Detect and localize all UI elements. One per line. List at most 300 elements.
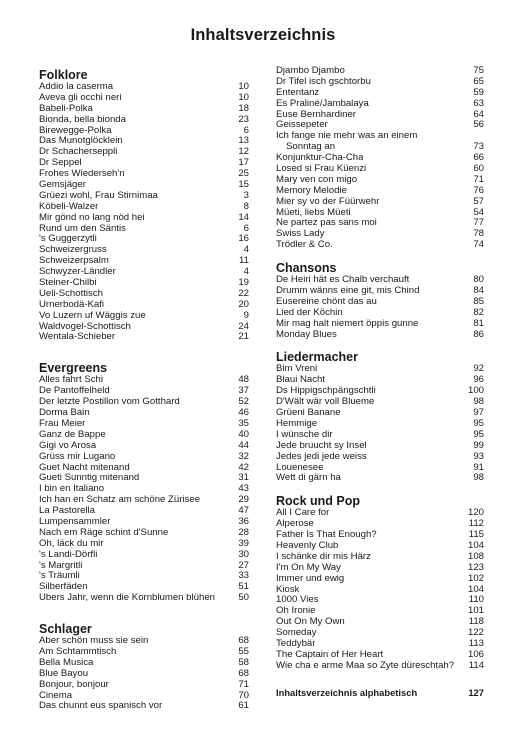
song-title: Es Praliné/Jambalaya [276, 98, 369, 109]
song-title: Übers Jahr, wenn die Kornblumen blühen [39, 593, 215, 604]
page-number: 114 [468, 659, 484, 671]
page-number: 54 [473, 206, 484, 218]
page-number: 4 [243, 244, 249, 256]
page-number: 99 [473, 439, 484, 451]
toc-entry [276, 585, 484, 596]
toc-entry [39, 506, 249, 517]
page-number: 118 [468, 616, 484, 628]
page-number: 15 [238, 179, 249, 191]
page-number: 47 [238, 505, 249, 517]
song-title: Swiss Lady [276, 229, 325, 240]
alphabetical-index-entry [276, 687, 484, 698]
toc-entry [276, 541, 484, 552]
page-number: 43 [238, 483, 249, 495]
page-number: 36 [238, 515, 249, 527]
toc-entry [276, 142, 484, 153]
toc-entry [39, 93, 249, 104]
page-number: 96 [473, 374, 484, 386]
page-number: 23 [238, 113, 249, 125]
song-title: Frohes Wiederseh'n [39, 169, 125, 180]
page-number: 77 [473, 217, 484, 229]
toc-entry [39, 375, 249, 386]
page-number: 3 [243, 189, 249, 201]
page-number: 18 [238, 102, 249, 114]
page-number: 85 [473, 295, 484, 307]
song-title: Gueti Sunntig mitenand [39, 473, 140, 484]
song-title: Lied der Köchin [276, 307, 343, 318]
toc-entry [39, 647, 249, 658]
song-title: Ne partez pas sans moi [276, 218, 377, 229]
toc-entry [39, 473, 249, 484]
toc-entry [39, 701, 249, 712]
page-number: 16 [238, 233, 249, 245]
page-number: 24 [238, 320, 249, 332]
toc-entry [276, 606, 484, 617]
toc-entry [276, 175, 484, 186]
song-title: Grüezi wohl, Frau Stirnimaa [39, 190, 158, 201]
section-gap [276, 484, 484, 494]
song-title: Losed si Frau Küenzi [276, 164, 367, 175]
page-number: 12 [238, 146, 249, 158]
toc-entry [276, 419, 484, 430]
page-number: 61 [238, 700, 249, 712]
song-title: Wett di gärn ha [276, 473, 341, 484]
page-number: 50 [238, 592, 249, 604]
page-number: 9 [243, 309, 249, 321]
song-title: Der letzte Postillon vom Gotthard [39, 397, 180, 408]
song-title: Schweizergruss [39, 245, 107, 256]
song-title: Trödler & Co. [276, 240, 333, 251]
song-title: 's Margritli [39, 560, 83, 571]
song-title: Addio la caserma [39, 82, 114, 92]
song-title: Das Munotglöcklein [39, 136, 123, 147]
toc-entry [276, 131, 484, 142]
toc-entry [276, 441, 484, 452]
page-number: 104 [467, 583, 484, 595]
song-title: Aveva gli occhi neri [39, 92, 122, 103]
page-number: 63 [473, 97, 484, 109]
page-number: 39 [238, 537, 249, 549]
page-number: 11 [239, 255, 249, 267]
toc-entry [276, 563, 484, 574]
toc-entry [276, 617, 484, 628]
page-number: 25 [238, 168, 249, 180]
song-title: Blue Bayou [39, 668, 89, 679]
song-title: I schänke dir mis Härz [276, 551, 371, 562]
page-number: 35 [238, 417, 249, 429]
song-title: Out On My Own [276, 617, 345, 628]
page-number: 95 [473, 428, 484, 440]
song-title: Nach em Räge schint d'Sunne [39, 527, 169, 538]
section-heading: Schlager [39, 622, 92, 637]
song-title: Guet Nacht mitenand [39, 462, 130, 473]
toc-entry [39, 452, 249, 463]
toc-entry [39, 561, 249, 572]
song-title: Geissepeter [276, 120, 328, 131]
toc-entry [276, 473, 484, 484]
song-title: Kiosk [276, 584, 300, 595]
toc-entry [276, 530, 484, 541]
song-title: Sonntag an [286, 142, 336, 153]
toc-entry [276, 375, 484, 386]
page-number: 10 [238, 81, 249, 92]
song-title: Memory Melodie [276, 185, 347, 196]
toc-entry [39, 245, 249, 256]
section-gap [39, 604, 249, 622]
left-column [39, 68, 249, 712]
song-title: Dorma Bain [39, 408, 90, 419]
toc-entry [276, 330, 484, 341]
toc-entry [39, 180, 249, 191]
toc-entry [39, 224, 249, 235]
song-title: D'Wält wär voll Blueme [276, 397, 375, 408]
page-number: 44 [238, 439, 249, 451]
page-number: 82 [473, 306, 484, 318]
toc-entry [39, 300, 249, 311]
song-title: La Pastorella [39, 506, 95, 517]
song-title: Jede bruucht sy Insel [276, 440, 367, 451]
section-heading: Evergreens [39, 361, 108, 376]
toc-entry [276, 208, 484, 219]
song-title: Ueli-Schottisch [39, 288, 103, 299]
song-title: Birewegge-Polka [39, 125, 112, 136]
page-number: 81 [473, 317, 484, 329]
page-number: 21 [238, 331, 249, 343]
toc-entry [276, 153, 484, 164]
song-title: Bionda, bella bionda [39, 114, 126, 125]
page-number: 59 [473, 86, 484, 98]
page-number: 48 [238, 374, 249, 386]
song-title: Bim Vreni [276, 364, 318, 375]
toc-entry [276, 275, 484, 286]
song-title: Immer und ewig [276, 573, 345, 584]
toc-entry [276, 452, 484, 463]
song-title: Drumm wänns eine git, mis Chind [276, 286, 420, 297]
page-number: 51 [238, 581, 249, 593]
song-title: Alles fahrt Schi [39, 375, 103, 386]
toc-entry [39, 126, 249, 137]
toc-entry [39, 528, 249, 539]
song-title: Frau Meier [39, 418, 86, 429]
song-title: Babeli-Polka [39, 103, 93, 114]
page-number: 4 [243, 266, 249, 278]
song-title: De Heiri hät es Chalb verchauft [276, 275, 410, 286]
page-number: 37 [238, 385, 249, 397]
song-title: Steiner-Chilbi [39, 278, 97, 289]
toc-entry [276, 508, 484, 519]
song-title: All I Care for [276, 508, 330, 519]
toc-entry [39, 539, 249, 550]
page-number: 101 [467, 605, 484, 617]
page-number: 95 [473, 417, 484, 429]
song-title: Ganz de Bappe [39, 429, 106, 440]
toc-entry [39, 158, 249, 169]
toc-entry [39, 419, 249, 430]
section-heading: Folklore [39, 68, 88, 82]
section-heading: Liedermacher [276, 350, 358, 365]
song-title: Hemmige [276, 418, 318, 429]
page-number: 98 [473, 396, 484, 408]
toc-entry [276, 364, 484, 375]
song-title: Gigi vo Arosa [39, 440, 97, 451]
page-number: 56 [473, 119, 484, 131]
toc-entry [276, 186, 484, 197]
page-number: 100 [467, 385, 484, 397]
page-number: 102 [467, 572, 484, 584]
song-title: Bella Musica [39, 657, 94, 668]
song-title: Müeti, liebs Müeti [276, 207, 351, 218]
toc-entry [276, 99, 484, 110]
page-number: 106 [467, 648, 484, 660]
song-title: Louenesee [276, 462, 324, 473]
toc-entry [39, 669, 249, 680]
song-title: Wentala-Schieber [39, 332, 116, 343]
page-title: Inhaltsverzeichnis [190, 26, 336, 44]
section-heading: Rock und Pop [276, 494, 361, 509]
toc-entry [276, 88, 484, 99]
toc-entry [39, 115, 249, 126]
toc-entry [39, 571, 249, 582]
section-gap [276, 251, 484, 261]
song-title: Blaui Nacht [276, 375, 326, 386]
toc-entry [276, 240, 484, 251]
song-title: Dr Seppel [39, 158, 82, 169]
song-title: Eusereine chönt das au [276, 296, 377, 307]
song-title: 1000 Vies [276, 595, 319, 606]
page-number: 10 [238, 91, 249, 103]
page-number: 97 [473, 407, 484, 419]
toc-entry [39, 636, 249, 647]
toc-entry [39, 332, 249, 343]
toc-entry [39, 430, 249, 441]
toc-entry [276, 229, 484, 240]
toc-entry [39, 169, 249, 180]
toc-entry [39, 463, 249, 474]
page-number: 32 [238, 450, 249, 462]
page-number: 65 [473, 75, 484, 87]
page-number: 123 [467, 561, 484, 573]
alphabetical-index-page: 127 [468, 686, 484, 698]
song-title: 's Landi-Dörfli [39, 549, 98, 560]
page-number: 112 [468, 518, 484, 530]
page-number: 93 [473, 450, 484, 462]
page-number: 86 [473, 328, 484, 340]
song-title: Schwyzer-Ländler [39, 267, 116, 278]
page-number: 71 [238, 678, 249, 690]
page-number: 20 [238, 298, 249, 310]
page-number: 78 [473, 228, 484, 240]
song-title: Mir mag halt niemert öppis gunne [276, 318, 419, 329]
toc-entry [276, 661, 484, 672]
song-title: Alperose [276, 519, 314, 530]
toc-entry [39, 322, 249, 333]
toc-entry [276, 397, 484, 408]
page-number: 66 [473, 152, 484, 164]
song-title: Konjunktur-Cha-Cha [276, 153, 364, 164]
toc-entry [39, 408, 249, 419]
song-title: Jedes jedi jede weiss [276, 451, 367, 462]
page-number: 68 [238, 635, 249, 647]
page-number: 120 [467, 507, 484, 519]
page-number: 84 [473, 285, 484, 297]
toc-entry [39, 397, 249, 408]
section-heading: Chansons [276, 261, 337, 276]
page-number: 74 [473, 239, 484, 251]
page-number: 80 [473, 274, 484, 286]
toc-entry [39, 517, 249, 528]
song-title: Bonjour, bonjour [39, 679, 109, 690]
song-title: I wünsche dir [276, 429, 333, 440]
toc-entry [39, 386, 249, 397]
toc-entry [276, 430, 484, 441]
song-title: Das chunnt eus spanisch vor [39, 701, 163, 712]
song-title: I bin en Italiano [39, 484, 105, 495]
toc-entry [39, 495, 249, 506]
song-title: Schweizerpsalm [39, 256, 109, 267]
toc-entry [39, 691, 249, 702]
song-title: Köbeli-Walzer [39, 201, 99, 212]
page-number: 58 [238, 656, 249, 668]
toc-entry [276, 77, 484, 88]
page-number: 22 [238, 287, 249, 299]
song-title: I'm On My Way [276, 562, 341, 573]
toc-entry [276, 386, 484, 397]
toc-entry [276, 120, 484, 131]
toc-entry [39, 311, 249, 322]
toc-entry [39, 550, 249, 561]
song-title: Dr Tifel isch gschtorbu [276, 76, 371, 87]
song-title: Mary ven con migo [276, 174, 358, 185]
toc-entry [39, 658, 249, 669]
toc-entry [276, 197, 484, 208]
song-title: 's Träumli [39, 571, 80, 582]
page-number: 113 [468, 637, 484, 649]
toc-entry [39, 202, 249, 213]
toc-entry [276, 595, 484, 606]
page-number: 73 [473, 141, 484, 153]
song-title: Mier sy vo der Füürwehr [276, 196, 380, 207]
toc-entry [39, 213, 249, 224]
page-number: 75 [473, 65, 484, 76]
song-title: Heavenly Club [276, 540, 339, 551]
song-title: Teddybär [276, 638, 316, 649]
song-title: Gemsjäger [39, 180, 86, 191]
toc-entry [39, 82, 249, 93]
right-column [276, 66, 484, 698]
page-number: 57 [473, 195, 484, 207]
page-number: 71 [473, 173, 484, 185]
page-number: 115 [468, 529, 484, 541]
toc-entry [276, 628, 484, 639]
page-number: 42 [238, 461, 249, 473]
song-title: Vo Luzern uf Wäggis zue [39, 310, 146, 321]
page-number: 110 [468, 594, 484, 606]
song-title: Ententanz [276, 87, 320, 98]
toc-entry [276, 319, 484, 330]
song-title: Waldvogel-Schottisch [39, 321, 131, 332]
song-title: Urnerbodä-Kafi [39, 299, 105, 310]
toc-entry [39, 147, 249, 158]
song-title: Aber schön muss sie sein [39, 636, 149, 647]
song-title: Father Is That Enough? [276, 530, 377, 541]
page-number: 60 [473, 163, 484, 175]
song-title: Lumpensammler [39, 516, 111, 527]
page-number: 92 [473, 363, 484, 375]
page-number: 27 [238, 559, 249, 571]
page-number: 33 [238, 570, 249, 582]
page-number: 52 [238, 396, 249, 408]
song-title: Oh, läck du mir [39, 538, 104, 549]
toc-entry [276, 218, 484, 229]
toc-entry [276, 164, 484, 175]
page-number: 76 [473, 184, 484, 196]
song-title: 's Guggerzytli [39, 234, 97, 245]
toc-entry [39, 191, 249, 202]
page-number: 30 [238, 548, 249, 560]
page-number: 29 [238, 494, 249, 506]
toc-entry [39, 104, 249, 115]
song-title: The Captain of Her Heart [276, 649, 384, 660]
toc-entry [276, 650, 484, 661]
song-title: Grüeni Banane [276, 408, 341, 419]
toc-entry [276, 66, 484, 77]
page-number: 64 [473, 108, 484, 120]
toc-entry [276, 639, 484, 650]
toc-entry [39, 441, 249, 452]
page-number: 6 [243, 124, 249, 136]
toc-entry [39, 278, 249, 289]
page-number: 14 [238, 211, 249, 223]
song-title: Rund um den Säntis [39, 223, 126, 234]
song-title: Wie cha e arme Maa so Zyte düreschtah? [276, 660, 455, 671]
page-number: 28 [238, 526, 249, 538]
song-title: Mir gönd no lang nöd hei [39, 212, 145, 223]
page-number: 8 [243, 200, 249, 212]
toc-entry [39, 136, 249, 147]
toc-entry [276, 110, 484, 121]
song-title: Djambo Djambo [276, 66, 345, 76]
page-number: 6 [243, 222, 249, 234]
toc-entry [276, 297, 484, 308]
toc-entry [276, 574, 484, 585]
song-title: Euse Bernhardiner [276, 109, 356, 120]
page-number: 17 [238, 157, 249, 169]
toc-entry [39, 267, 249, 278]
toc-entry [276, 552, 484, 563]
song-title: Grüss mir Lugano [39, 451, 116, 462]
page-number: 68 [238, 667, 249, 679]
song-title: Silberfäden [39, 582, 88, 593]
page-number: 70 [238, 689, 249, 701]
toc-entry [276, 286, 484, 297]
toc-entry [276, 519, 484, 530]
song-title: Dr Schacherseppli [39, 147, 118, 158]
song-title: Ds Hippigschpängschtli [276, 386, 376, 397]
section-gap [276, 340, 484, 350]
page-number: 108 [467, 550, 484, 562]
toc-entry [39, 484, 249, 495]
toc-entry [39, 289, 249, 300]
page-number: 19 [238, 277, 249, 289]
toc-entry [276, 308, 484, 319]
page-number: 40 [238, 428, 249, 440]
page-number: 13 [238, 135, 249, 147]
song-title: Someday [276, 628, 317, 639]
song-title: De Pantoffelheld [39, 386, 110, 397]
page-number: 104 [467, 539, 484, 551]
page-number: 98 [473, 472, 484, 484]
alphabetical-index-label: Inhaltsverzeichnis alphabetisch [276, 686, 418, 698]
